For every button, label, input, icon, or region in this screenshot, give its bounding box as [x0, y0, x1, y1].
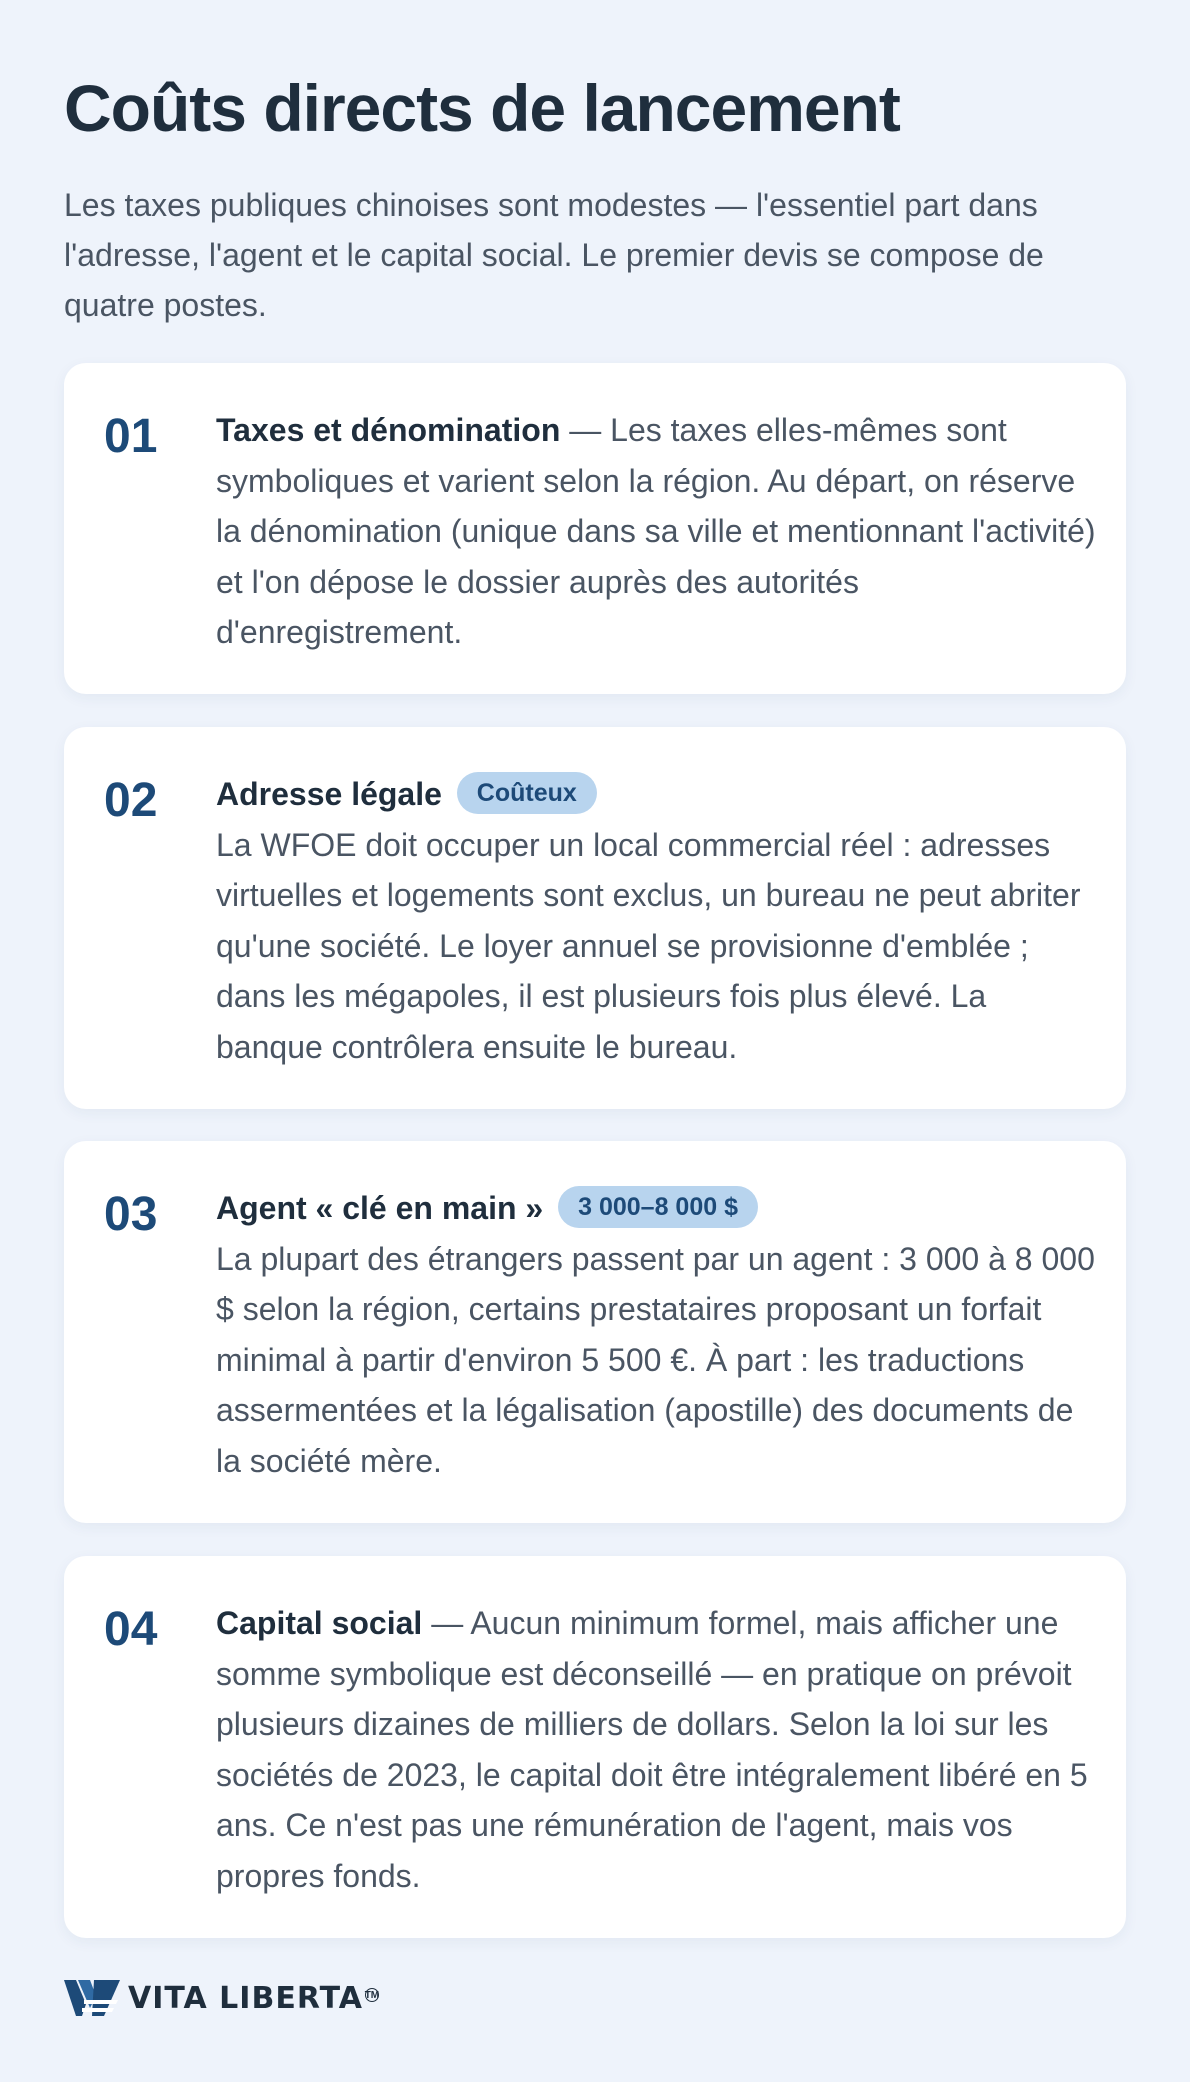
card-number: 01: [104, 410, 158, 463]
card-content: [216, 769, 1096, 1072]
card-separator: —: [560, 412, 611, 448]
trademark-icon: TM: [364, 1989, 380, 2001]
card-content: [216, 405, 1096, 658]
vita-liberta-logo-icon: [64, 1978, 120, 2018]
card-heading: Adresse légale: [216, 776, 442, 812]
card-heading: Capital social: [216, 1605, 423, 1641]
logo-text: VITA LIBERTA: [128, 1980, 363, 2016]
cost-card-capital: [64, 1556, 1126, 1938]
card-text: Aucun minimum formel, mais afficher une somme symbolique est déconseillé — en pratique on prévoit plusieurs dizaines de milliers de dollars. Selon la loi sur les sociétés de 2023, le capital doit être intégralement libéré en 5 ans. Ce n'est pas une rémunération de l'agent, mais vos propres fonds.: [216, 1605, 1088, 1894]
cost-card-taxes: [64, 363, 1126, 694]
cost-card-agent: [64, 1141, 1126, 1523]
brand-logo: [64, 1976, 379, 2020]
card-number: 03: [104, 1188, 158, 1241]
card-heading: Agent « clé en main »: [216, 1190, 544, 1226]
card-separator: —: [422, 1605, 471, 1641]
card-heading: Taxes et dénomination: [216, 412, 561, 448]
intro-paragraph: Les taxes publiques chinoises sont modestes — l'essentiel part dans l'adresse, l'agent et le capital social. Le premier devis se compose de quatre postes.: [64, 187, 1044, 323]
cost-badge: Coûteux: [457, 772, 597, 814]
card-text: Les taxes elles-mêmes sont symboliques et varient selon la région. Au départ, on réserve la dénomination (unique dans sa ville et mentionnant l'activité) et l'on dépose le dossier auprès des autorités d'enregistrement.: [216, 412, 1096, 650]
card-content: [216, 1598, 1096, 1901]
card-number: 04: [104, 1603, 158, 1656]
page-title: Coûts directs de lancement: [64, 71, 900, 145]
card-text: La plupart des étrangers passent par un agent : 3 000 à 8 000 $ selon la région, certains prestataires proposant un forfait minimal à partir d'environ 5 500 €. À part : les traductions assermentées et la légalisation (apostille) des documents de la société mère.: [216, 1240, 1095, 1479]
price-badge: 3 000–8 000 $: [558, 1186, 758, 1228]
card-content: [216, 1183, 1096, 1486]
cost-card-address: [64, 727, 1126, 1109]
card-text: La WFOE doit occuper un local commercial réel : adresses virtuelles et logements sont exclus, un bureau ne peut abriter qu'une société. Le loyer annuel se provisionne d'emblée ; dans les mégapoles, il est plusieurs fois plus élevé. La banque contrôlera ensuite le bureau.: [216, 826, 1081, 1065]
card-number: 02: [104, 774, 158, 827]
